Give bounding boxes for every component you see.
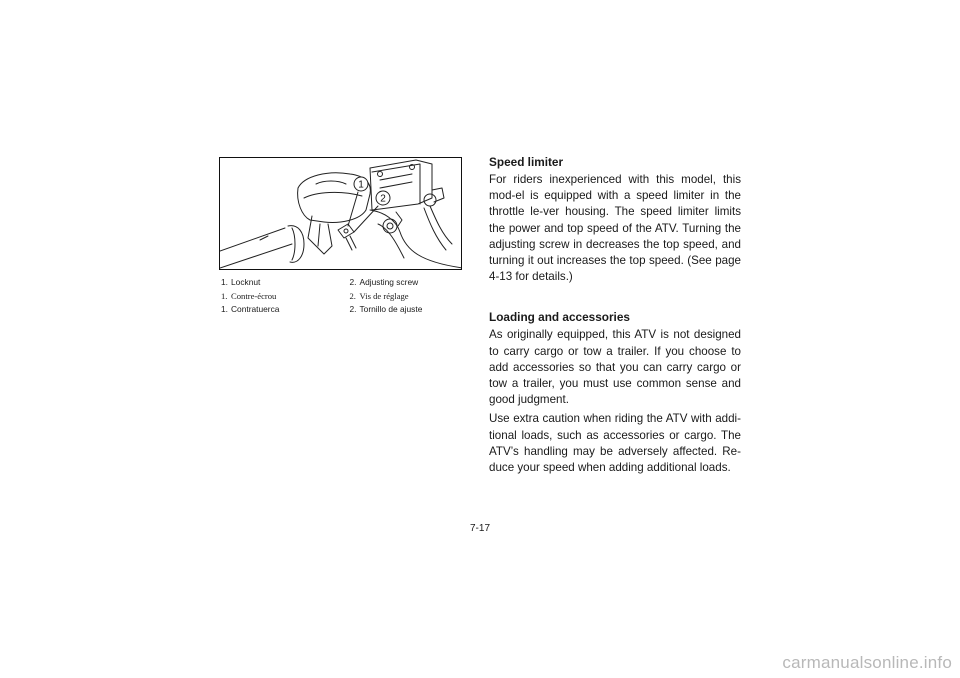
legend-item <box>344 303 467 317</box>
paragraph: For riders inexperienced with this model, this mod-el is equipped with a speed limiter in the throttle le-ver housing. The speed limiter limits the power and top speed of the ATV. Turning the adjusting screw in decreases the top speed, and turning it out increases the top speed. (See page 4-13 for details.) <box>489 173 741 284</box>
legend-row-english <box>221 276 466 290</box>
legend-row-french <box>221 290 466 304</box>
legend-number: 2. <box>349 277 357 287</box>
paragraph: As originally equipped, this ATV is not designed to carry cargo or tow a trailer. If you choose to add accessories so that you can carry cargo or tow a trailer, you must use common sense and good judgment. <box>489 328 741 407</box>
legend-text: Vis de réglage <box>359 290 409 301</box>
legend-text: Locknut <box>231 277 261 287</box>
section-heading-speed-limiter: Speed limiter <box>489 155 564 169</box>
legend-row-spanish <box>221 303 466 317</box>
legend-number: 1. <box>221 277 228 287</box>
throttle-housing-illustration <box>219 157 462 270</box>
legend-text: Contre-écrou <box>231 290 277 301</box>
illustration-drawing <box>220 158 462 270</box>
legend-item <box>221 290 344 304</box>
legend-item <box>344 276 467 290</box>
figure-legend <box>221 276 466 317</box>
legend-number: 1. <box>221 290 228 301</box>
legend-text: Tornillo de ajuste <box>359 304 423 315</box>
legend-text: Adjusting screw <box>359 277 419 287</box>
legend-item <box>344 290 467 304</box>
legend-number: 2. <box>349 290 356 301</box>
legend-item <box>221 276 344 290</box>
callout-2-label: 2 <box>380 193 386 205</box>
page-number: 7-17 <box>469 523 490 534</box>
watermark: carmanualsonline.info <box>782 653 952 672</box>
legend-text: Contratuerca <box>231 304 280 315</box>
manual-text-column <box>489 154 741 479</box>
section-heading-loading-accessories: Loading and accessories <box>489 310 630 325</box>
legend-number: 1. <box>221 304 228 315</box>
legend-number: 2. <box>349 304 357 315</box>
legend-item <box>221 303 344 317</box>
callout-1-label: 1 <box>358 179 364 191</box>
paragraph: Use extra caution when riding the ATV with addi-tional loads, such as accessories or cargo. The ATV’s handling may be adversely affected. Re-duce your speed when adding additional loads. <box>489 412 741 475</box>
